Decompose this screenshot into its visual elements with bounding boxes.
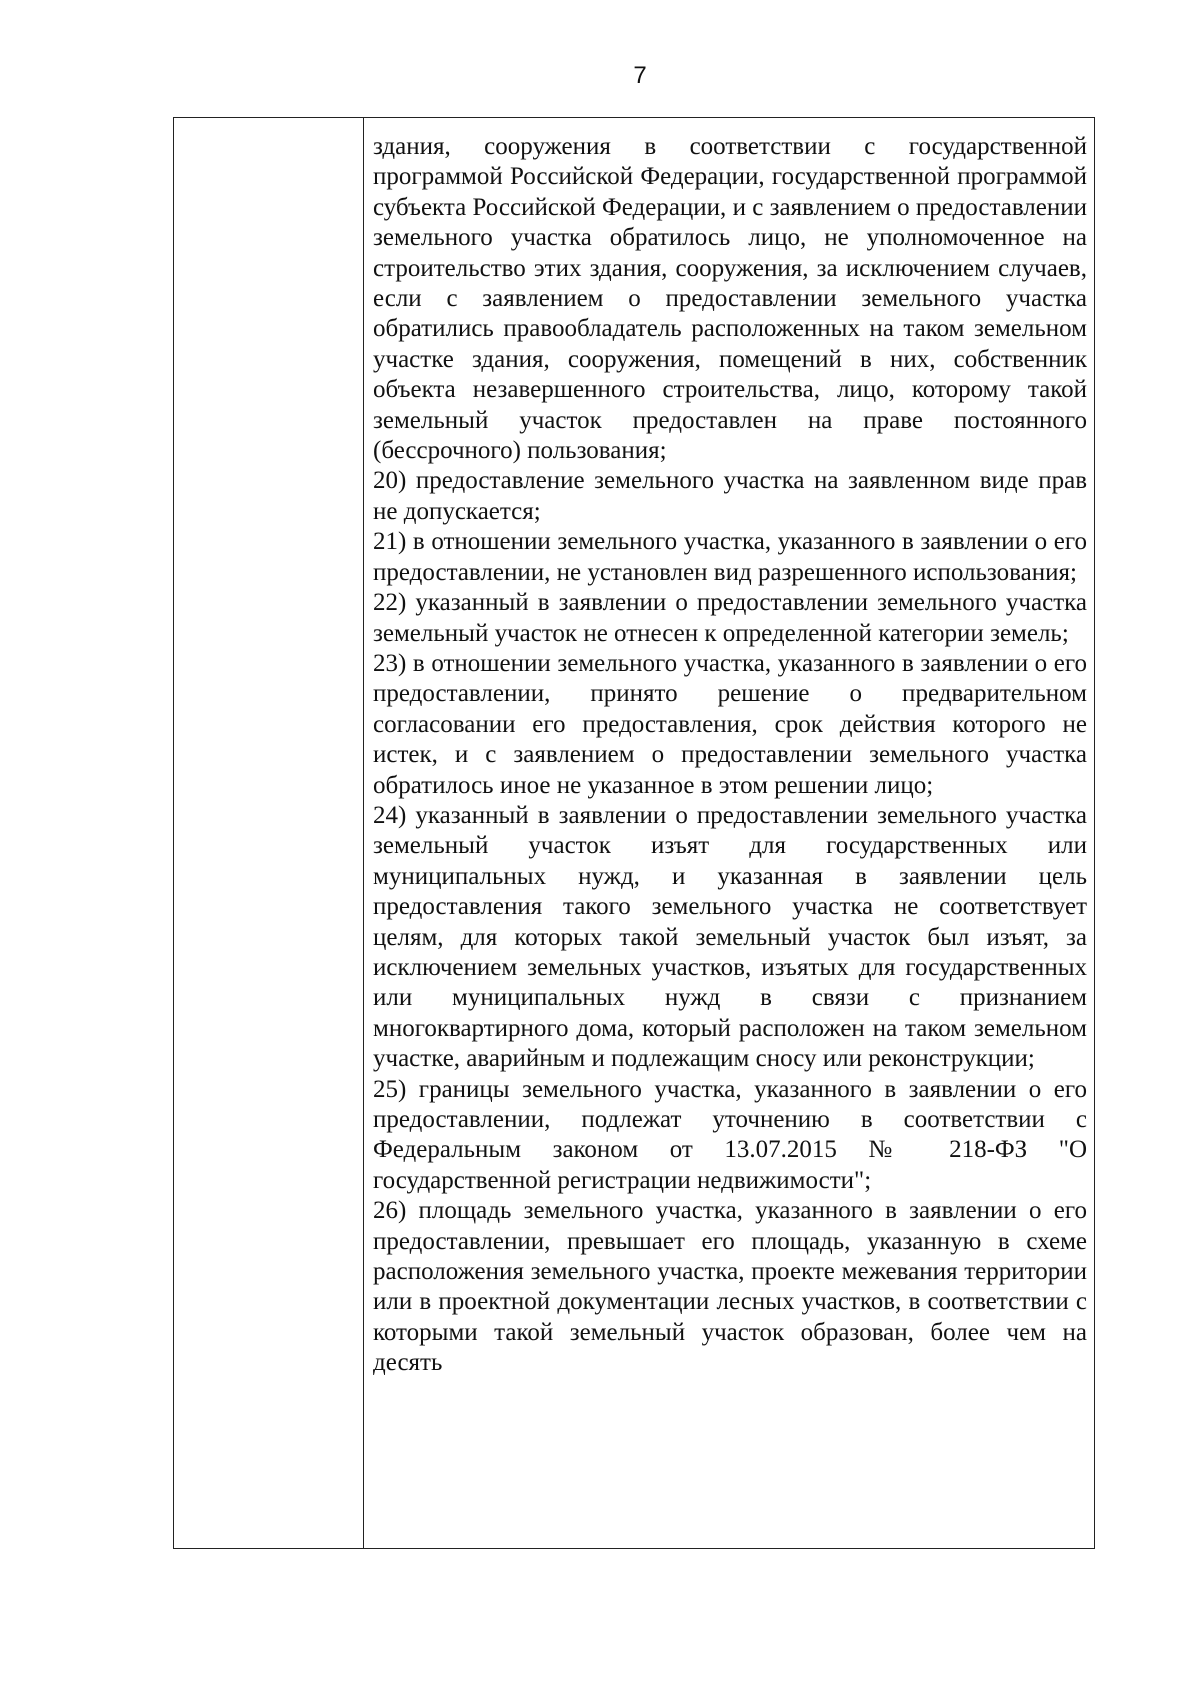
paragraph-continuation: здания, сооружения в соответствии с государственной программой Российской Федерации, государственной программой субъекта Российской Федерации, и с заявлением о предоставлении земельного участка обратилось лицо, не уполномоченное на строительство этих здания, сооружения, за исключением случаев, если с заявлением о предоставлении земельного участка обратились правообладатель расположенных на таком земельном участке здания, сооружения, помещений в них, собственник объекта незавершенного строительства, лицо, которому такой земельный участок предоставлен на праве постоянного (бессрочного) пользования; <box>373 133 1087 465</box>
paragraph-item-20: 20) предоставление земельного участка на заявленном виде прав не допускается; <box>373 467 1087 525</box>
page-number: 7 <box>633 62 647 89</box>
document-table <box>173 117 1095 1549</box>
paragraph-item-24: 24) указанный в заявлении о предоставлении земельного участка земельный участок изъят для государственных или муниципальных нужд, и указанная в заявлении цель предоставления такого земельного участка не соответствует целям, для которых такой земельный участок был изъят, за исключением земельных участков, изъятых для государственных или муниципальных нужд в связи с признанием многоквартирного дома, который расположен на таком земельном участке, аварийным и подлежащим сносу или реконструкции; <box>373 801 1087 1073</box>
paragraph-item-21: 21) в отношении земельного участка, указанного в заявлении о его предоставлении, не установлен вид разрешенного использования; <box>373 528 1087 586</box>
paragraph-item-25: 25) границы земельного участка, указанного в заявлении о его предоставлении, подлежат уточнению в соответствии с Федеральным законом от 13.07.2015 № 218-ФЗ "О государственной регистрации недвижимости"; <box>373 1075 1087 1194</box>
table-left-cell <box>174 118 364 1548</box>
table-right-cell <box>364 118 1094 1548</box>
paragraph-item-26: 26) площадь земельного участка, указанного в заявлении о его предоставлении, превышает его площадь, указанную в схеме расположения земельного участка, проекте межевания территории или в проектной документации лесных участков, в соответствии с которыми такой земельный участок образован, более чем на десять <box>373 1197 1087 1377</box>
paragraph-item-23: 23) в отношении земельного участка, указанного в заявлении о его предоставлении, принято решение о предварительном согласовании его предоставления, срок действия которого не истек, и с заявлением о предоставлении земельного участка обратилось иное не указанное в этом решении лицо; <box>373 649 1087 799</box>
paragraph-item-22: 22) указанный в заявлении о предоставлении земельного участка земельный участок не отнесен к определенной категории земель; <box>373 589 1087 647</box>
